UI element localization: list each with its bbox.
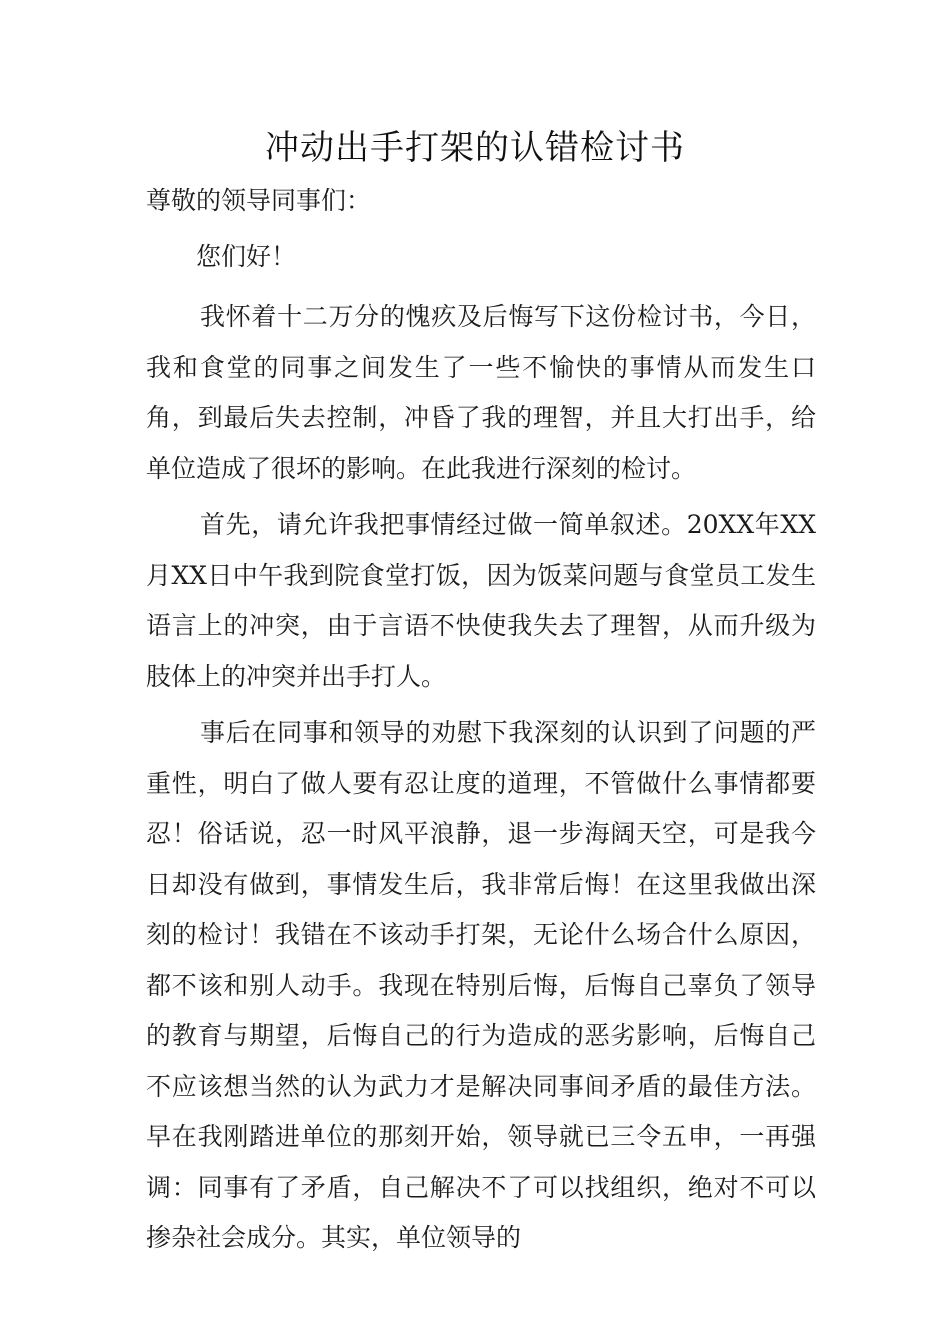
salutation: 尊敬的领导同事们： <box>146 186 372 215</box>
document-title: 冲动出手打架的认错检讨书 <box>265 128 685 168</box>
document-body <box>146 180 816 1270</box>
paragraph-3: 事后在同事和领导的劝慰下我深刻的认识到了问题的严重性，明白了做人要有忍让度的道理，不管做什么事情都要忍！俗话说，忍一时风平浪静，退一步海阔天空，可是我今日却没有做到，事情发生后，我非常后悔！在这里我做出深刻的检讨！我错在不该动手打架，无论什么场合什么原因，都不该和别人动手。我现在特别后悔，后悔自己辜负了领导的教育与期望，后悔自己的行为造成的恶劣影响，后悔自己不应该想当然的认为武力才是解决同事间矛盾的最佳方法。早在我刚踏进单位的那刻开始，领导就已三令五申，一再强调：同事有了矛盾，自己解决不了可以找组织，绝对不可以掺杂社会成分。其实，单位领导的 <box>146 718 816 1252</box>
paragraph-1: 我怀着十二万分的愧疚及后悔写下这份检讨书，今日，我和食堂的同事之间发生了一些不愉快的事情从而发生口角，到最后失去控制，冲昏了我的理智，并且大打出手，给单位造成了很坏的影响。在此我进行深刻的检讨。 <box>146 302 816 483</box>
greeting: 您们好！ <box>196 242 297 271</box>
paragraph-2: 首先，请允许我把事情经过做一简单叙述。20XX年XX月XX日中午我到院食堂打饭，因为饭菜问题与食堂员工发生语言上的冲突，由于言语不快使我失去了理智，从而升级为肢体上的冲突并出手打人。 <box>146 510 816 691</box>
